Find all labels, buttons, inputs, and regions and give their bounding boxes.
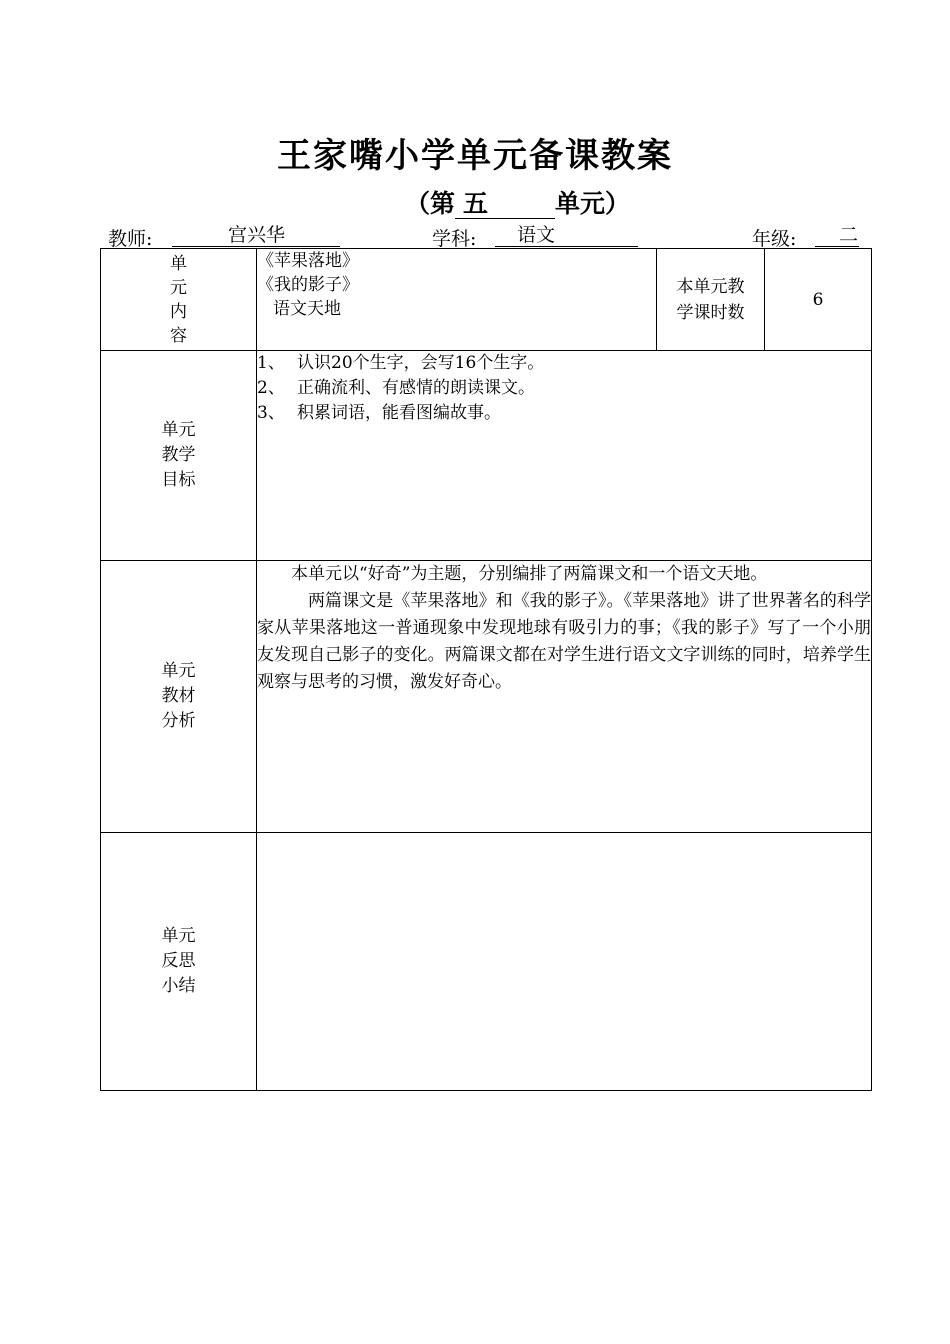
subject-label: 学科: bbox=[432, 228, 477, 250]
lesson-plan-table bbox=[100, 248, 872, 1091]
goals-row bbox=[101, 351, 872, 561]
unit-number: 五 bbox=[455, 190, 555, 219]
unit-prefix: （第 bbox=[405, 189, 456, 218]
teacher-label: 教师: bbox=[108, 228, 153, 250]
analysis-label: 单元 教材 分析 bbox=[101, 561, 257, 833]
subject-value: 语文 bbox=[495, 224, 638, 247]
list-item: 《苹果落地》 bbox=[257, 251, 359, 271]
hours-label: 本单元教 学课时数 bbox=[657, 249, 765, 351]
reflection-row bbox=[101, 833, 872, 1091]
content-label: 单 元 内 容 bbox=[101, 249, 257, 351]
analysis-content bbox=[257, 561, 872, 833]
reflection-content bbox=[257, 833, 872, 1091]
list-item: 1、 认识20个生字，会写16个生字。 bbox=[257, 353, 545, 373]
unit-heading bbox=[405, 184, 630, 220]
content-row bbox=[101, 249, 872, 351]
content-items bbox=[257, 249, 657, 351]
unit-suffix: 单元） bbox=[555, 189, 631, 218]
hours-value: 6 bbox=[765, 249, 872, 351]
list-item: 《我的影子》 bbox=[257, 275, 359, 295]
list-item: 2、 正确流利、有感情的朗读课文。 bbox=[257, 378, 535, 398]
list-item: 3、 积累词语，能看图编故事。 bbox=[257, 403, 501, 423]
goals-label: 单元 教学 目标 bbox=[101, 351, 257, 561]
analysis-row bbox=[101, 561, 872, 833]
grade-value: 二 bbox=[815, 224, 859, 247]
goals-content bbox=[257, 351, 872, 561]
list-item: 语文天地 bbox=[273, 299, 341, 319]
grade-label: 年级: bbox=[752, 228, 797, 250]
analysis-paragraph: 本单元以“好奇”为主题，分别编排了两篇课文和一个语文天地。 bbox=[291, 564, 768, 584]
info-line bbox=[0, 224, 950, 250]
reflection-label: 单元 反思 小结 bbox=[101, 833, 257, 1091]
teacher-value: 宫兴华 bbox=[172, 224, 340, 247]
analysis-paragraph: 两篇课文是《苹果落地》和《我的影子》。《苹果落地》讲了世界著名的科学家从苹果落地这一普通现象中发现地球有吸引力的事；《我的影子》写了一个小朋友发现自己影子的变化。两篇课文都在对学生进行语文文字训练的同时，培养学生观察与思考的习惯，激发好奇心。 bbox=[257, 591, 871, 692]
document-title: 王家嘴小学单元备课教案 bbox=[277, 136, 673, 176]
